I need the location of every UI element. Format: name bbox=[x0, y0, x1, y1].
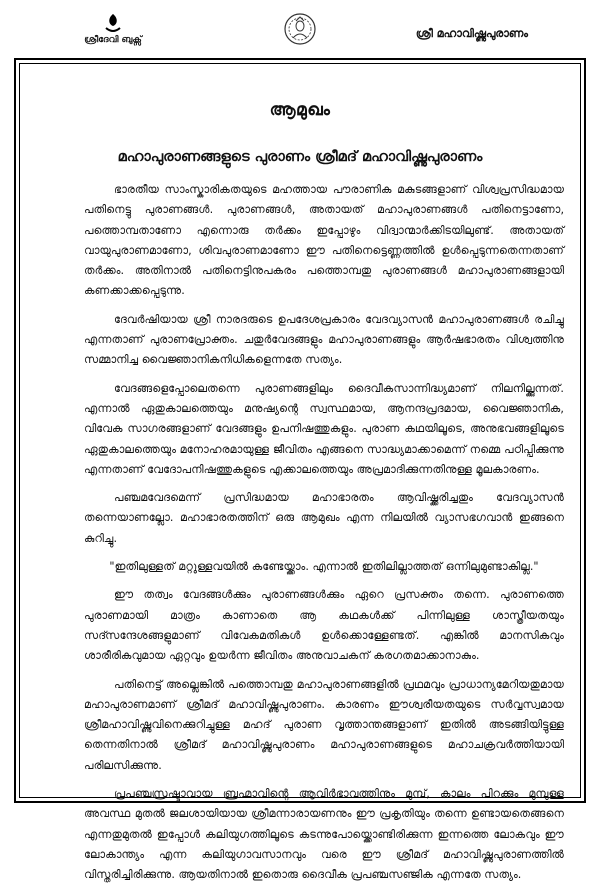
body-text bbox=[84, 180, 564, 894]
publisher-logo-icon bbox=[102, 12, 124, 34]
quote: "ഇതിലുള്ളത് മറ്റുള്ളവയിൽ കണ്ടേയ്ക്കാം. എന്നാൽ ഇതിലില്ലാത്തത് ഒന്നിലുമുണ്ടാകില്ല." bbox=[109, 560, 539, 574]
paragraph: പ്രപഞ്ചസ്രഷ്ടാവായ ബ്രഹ്മാവിന്റെ ആവിർഭാവത്തിനും മുമ്പ്, കാലം പിറക്കും മുമ്പുള്ള അവസ്ഥ മുതൽ ജലശായിയായ ശ്രീമന്നാരായണനും ഈ പ്രകൃതിയും തന്നെ ഉണ്ടായതെങ്ങനെ എന്നതുമുതൽ ഇപ്പോൾ കലിയുഗത്തിലൂടെ കടന്നുപോയ്ക്കൊണ്ടിരിക്കുന്ന ഇന്നത്തെ ലോകവും ഈ ലോകാന്ത്യം എന്ന കലിയുഗാവസാനവും വരെ ഈ ശ്രീമദ് മഹാവിഷ്ണുപുരാണത്തിൽ വിസ്തരിച്ചിരിക്കുന്നു. ആയതിനാൽ ഇതൊരു ദൈവീക പ്രപഞ്ചസഞ്ജിക എന്നതേ സത്യം. bbox=[84, 787, 564, 882]
page-header bbox=[0, 0, 600, 62]
paragraph: പതിനെട്ട് അല്ലെങ്കിൽ പത്തൊമ്പതു മഹാപുരാണങ്ങളിൽ പ്രഥമവും പ്രാധാന്യമേറിയതുമായ മഹാപുരാണമാണ് ശ്രീമദ് മഹാവിഷ്ണുപുരാണം. കാരണം ഈശ്വരീയതയുടെ സർവ്വസ്വമായ ശ്രീമഹാവിഷ്ണുവിനെക്കുറിച്ചുള്ള മഹദ് പുരാണ വൃത്താന്തങ്ങളാണ് ഇതിൽ അടങ്ങിയിട്ടുള്ള തെന്നതിനാൽ ശ്രീമദ് മഹാവിഷ്ണുപുരാണം മഹാപുരാണങ്ങളുടെ മഹാചക്രവർത്തിയായി പരിലസിക്കുന്നു. bbox=[84, 677, 564, 772]
book-title: ശ്രീ മഹാവിഷ്ണുപുരാണം bbox=[415, 27, 528, 40]
paragraph: ഭാരതീയ സാംസ്കാരികതയുടെ മഹത്തായ പൗരാണിക മകുടങ്ങളാണ് വിശ്വപ്രസിദ്ധമായ പതിനെട്ടു പുരാണങ്ങൾ. പുരാണങ്ങൾ, അതായത് മഹാപുരാണങ്ങൾ പതിനെട്ടാണോ, പത്തൊമ്പതാണോ എന്നൊരു തർക്കം ഇപ്പോഴും വിദ്വാന്മാർക്കിടയിലുണ്ട്. അതായത് വായുപുരാണമാണോ, ശിവപുരാണമാണോ ഈ പതിനെട്ടെണ്ണത്തിൽ ഉൾപ്പെടുന്നതെന്നതാണ് തർക്കം. അതിനാൽ പതിനെട്ടിനുപകരം പത്തൊമ്പതു പുരാണങ്ങൾ മഹാപുരാണങ്ങളായി കണക്കാക്കപ്പെടുന്നു. bbox=[84, 183, 564, 298]
deity-emblem-icon bbox=[283, 12, 317, 46]
publisher-name: ശ്രീദേവി ബുക്സ് bbox=[84, 35, 142, 45]
paragraph: ദേവർഷിയായ ശ്രീ നാരദരുടെ ഉപദേശപ്രകാരം വേദവ്യാസൻ മഹാപുരാണങ്ങൾ രചിച്ചു എന്നതാണ് പുരാണപ്രോക്തം. ചതുർവേദങ്ങളും മഹാപുരാണങ്ങളും ആർഷഭാരതം വിശ്വത്തിനു സമ്മാനിച്ച വൈജ്ഞാനികനിധികളെന്നതേ സത്യം. bbox=[84, 312, 564, 367]
page-title: ആമുഖം bbox=[269, 100, 331, 120]
paragraph: ഈ തത്വം വേദങ്ങൾക്കും പുരാണങ്ങൾക്കും ഏറെ പ്രസക്തം തന്നെ. പുരാണത്തെ പുരാണമായി മാത്രം കാണാതെ ആ കഥകൾക്ക് പിന്നിലുള്ള ശാസ്ത്രീയതയും സദ്സന്ദേശങ്ങളുമാണ് വിവേകമതികൾ ഉൾക്കൊള്ളേണ്ടത്. എങ്കിൽ മാനസികവും ശാരീരികവുമായ ഏറ്റവും ഉയർന്ന ജീവിതം അനുവാചകന് കരഗതമാക്കാനാകും. bbox=[84, 588, 564, 663]
page-subtitle: മഹാപുരാണങ്ങളുടെ പുരാണം ശ്രീമദ് മഹാവിഷ്ണുപുരാണം bbox=[117, 149, 483, 165]
publisher-mark bbox=[68, 12, 158, 45]
paragraph: പഞ്ചമവേദമെന്ന് പ്രസിദ്ധമായ മഹാഭാരതം ആവിഷ്ക്കരിച്ചതും വേദവ്യാസൻ തന്നെയാണല്ലോ. മഹാഭാരതത്തിന് ഒരു ആമുഖം എന്ന നിലയിൽ വ്യാസഭഗവാൻ ഇങ്ങനെ കുറിച്ചു. bbox=[84, 491, 564, 545]
paragraph: വേദങ്ങളെപ്പോലെതന്നെ പുരാണങ്ങളിലും ദൈവീകസാന്നിദ്ധ്യമാണ് നിലനില്ക്കുന്നത്. എന്നാൽ ഏതുകാലത്തെയും മനുഷ്യന്റെ സ്വസ്ഥമായ, ആനന്ദപ്രദമായ, വൈജ്ഞാനിക, വിവേക സാഗരങ്ങളാണ് വേദങ്ങളും ഉപനിഷത്തുകളും. പുരാണ കഥയിലൂടെ, അനുഭവങ്ങളിലൂടെ ഏതുകാലത്തെയും മനോഹരമായുള്ള ജീവിതം എങ്ങനെ സാദ്ധ്യമാക്കാമെന്ന് നമ്മെ പഠിപ്പിക്കുന്നു എന്നതാണ് വേദോപനിഷത്തുകളുടെ എക്കാലത്തെയും അപ്രമാദിക്കുന്നതിനുള്ള മൂലകാരണം. bbox=[84, 381, 564, 476]
